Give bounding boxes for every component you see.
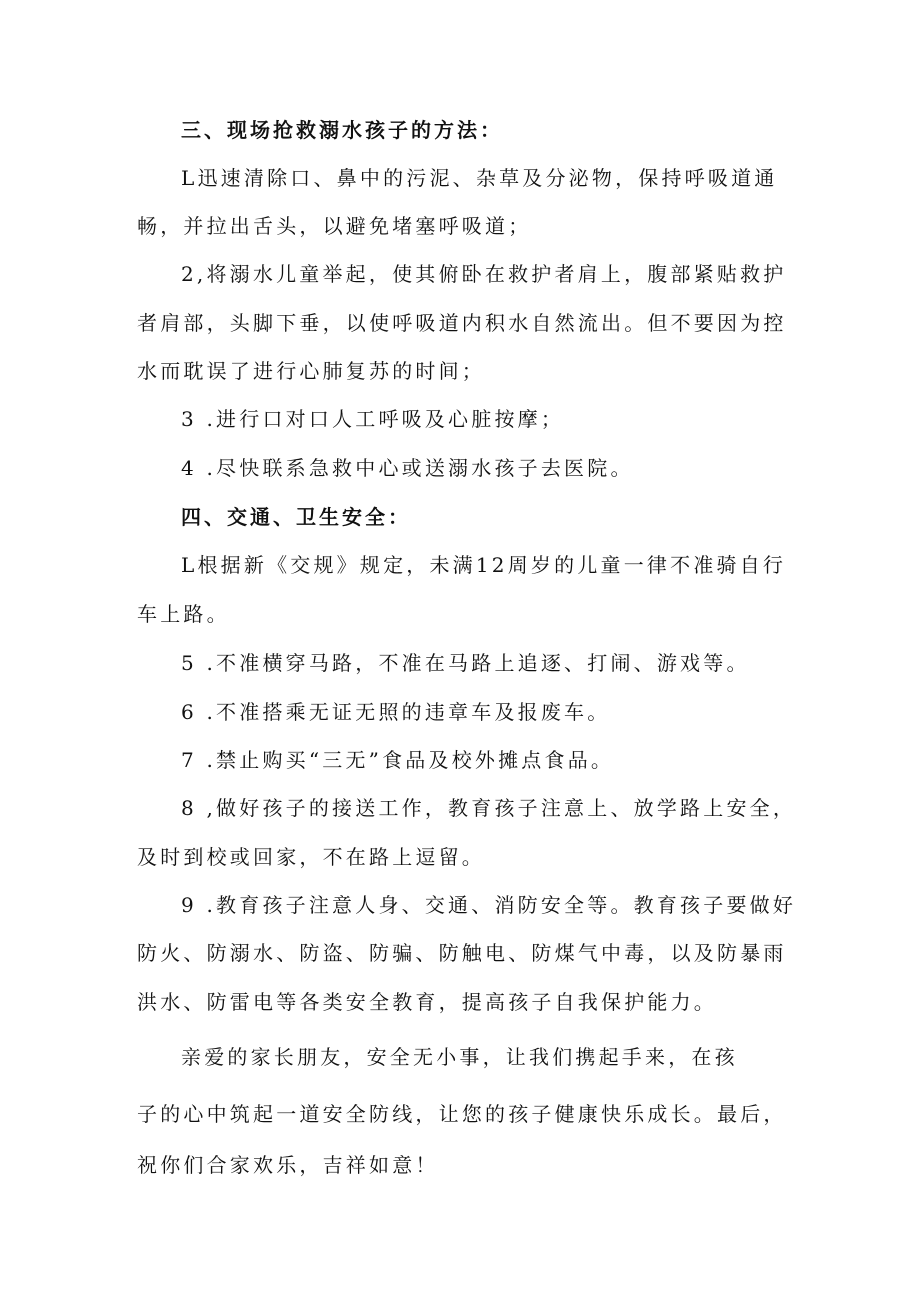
paragraph-line: 及时到校或回家，不在路上逗留。 [137, 845, 485, 869]
paragraph-line: 水而耽误了进行心肺复苏的时间； [137, 359, 485, 383]
paragraph-line: 防火、防溺水、防盗、防骗、防触电、防煤气中毒，以及防暴雨 [137, 941, 787, 965]
paragraph-line: 9 .教育孩子注意人身、交通、消防安全等。教育孩子要做好 [181, 893, 797, 917]
paragraph-line: 2,将溺水儿童举起，使其俯卧在救护者肩上，腹部紧贴救护 [181, 262, 787, 286]
section-heading-traffic-hygiene: 四、交通、卫生安全： [181, 505, 411, 529]
closing-line: 祝你们合家欢乐，吉祥如意！ [137, 1153, 439, 1177]
paragraph-line: 6 .不准搭乘无证无照的违章车及报废车。 [181, 700, 611, 724]
section-heading-drowning-rescue: 三、现场抢救溺水孩子的方法： [181, 118, 503, 142]
closing-line: 亲爱的家长朋友，安全无小事，让我们携起手来，在孩 [181, 1045, 738, 1069]
paragraph-line: 8 ,做好孩子的接送工作，教育孩子注意上、放学路上安全， [181, 796, 797, 820]
closing-line: 子的心中筑起一道安全防线，让您的孩子健康快乐成长。最后， [137, 1102, 787, 1126]
paragraph-line: 者肩部，头脚下垂，以使呼吸道内积水自然流出。但不要因为控 [137, 311, 787, 335]
paragraph-line: 畅，并拉出舌头，以避免堵塞呼吸道； [137, 214, 532, 238]
paragraph-line: 3 .进行口对口人工呼吸及心脏按摩； [181, 407, 565, 431]
paragraph-line: 7 .禁止购买“三无”食品及校外摊点食品。 [181, 748, 615, 772]
paragraph-line: 5 .不准横穿马路，不准在马路上追逐、打闹、游戏等。 [181, 651, 750, 675]
paragraph-line: 车上路。 [137, 602, 230, 626]
paragraph-line: 4 .尽快联系急救中心或送溺水孩子去医院。 [181, 456, 634, 480]
paragraph-line: L根据新《交规》规定，未满12周岁的儿童一律不准骑自行 [181, 553, 787, 577]
paragraph-line: L迅速清除口、鼻中的污泥、杂草及分泌物，保持呼吸道通 [181, 166, 778, 190]
paragraph-line: 洪水、防雷电等各类安全教育，提高孩子自我保护能力。 [137, 990, 717, 1014]
